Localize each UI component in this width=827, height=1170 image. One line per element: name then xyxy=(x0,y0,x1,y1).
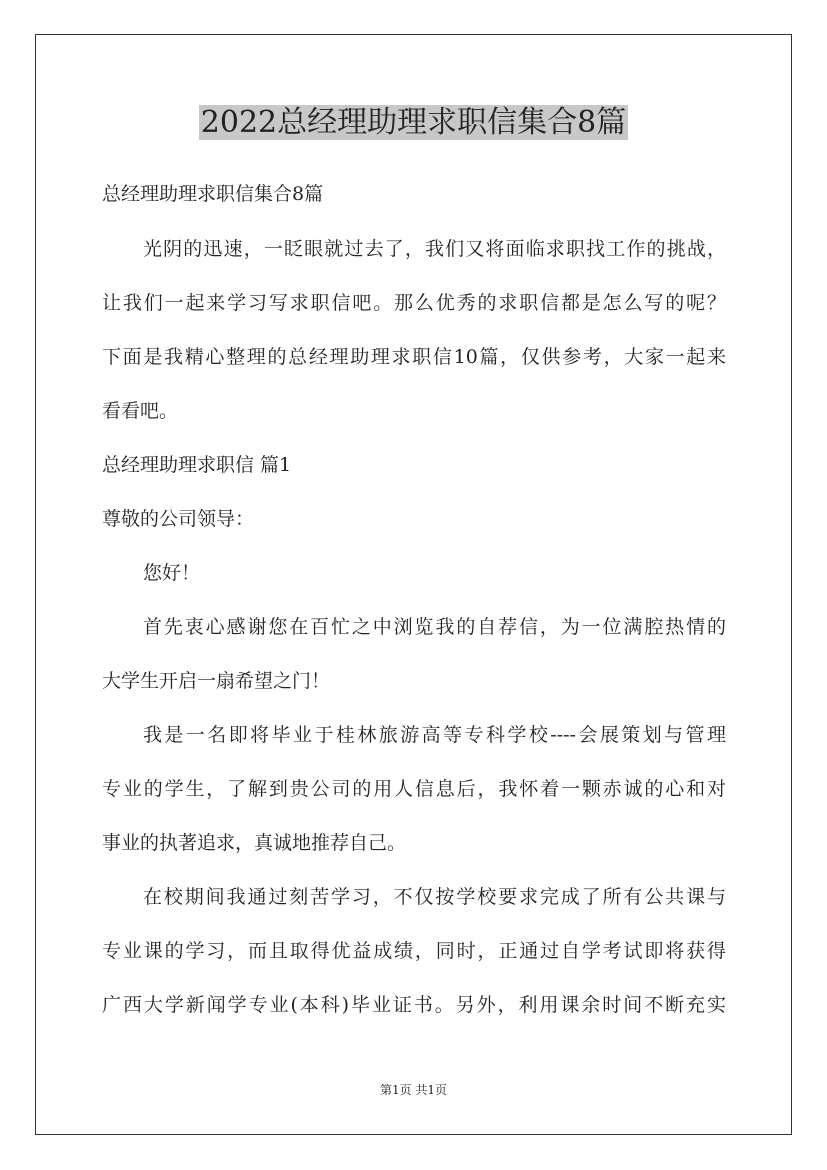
paragraph-line: 看看吧。 xyxy=(102,400,179,422)
salutation: 尊敬的公司领导： xyxy=(102,508,255,530)
subtitle-line: 总经理助理求职信集合8篇 xyxy=(102,183,324,205)
paragraph-line: 大学生开启一扇希望之门！ xyxy=(102,670,331,692)
paragraph-line: 我是一名即将毕业于桂林旅游高等专科学校----会展策划与管理 xyxy=(143,724,726,746)
paragraph-line: 首先衷心感谢您在百忙之中浏览我的自荐信，为一位满腔热情的 xyxy=(143,616,726,638)
paragraph-line: 事业的执著追求，真诚地推荐自己。 xyxy=(102,832,407,854)
paragraph-line: 下面是我精心整理的总经理助理求职信10篇，仅供参考，大家一起来 xyxy=(102,346,726,368)
paragraph-line: 专业课的学习，而且取得优益成绩，同时，正通过自学考试即将获得 xyxy=(102,940,726,962)
paragraph-line: 专业的学生，了解到贵公司的用人信息后，我怀着一颗赤诚的心和对 xyxy=(102,778,726,800)
paragraph-line: 光阴的迅速，一眨眼就过去了，我们又将面临求职找工作的挑战， xyxy=(143,238,726,260)
page-footer: 第1页 共1页 xyxy=(379,1083,448,1097)
paragraph-line: 在校期间我通过刻苦学习，不仅按学校要求完成了所有公共课与 xyxy=(143,886,726,908)
paragraph-line: 让我们一起来学习写求职信吧。那么优秀的求职信都是怎么写的呢？ xyxy=(102,292,726,314)
document-title: 2022总经理助理求职信集合8篇 xyxy=(200,105,627,140)
paragraph-line: 广西大学新闻学专业(本科)毕业证书。另外，利用课余时间不断充实 xyxy=(102,994,726,1016)
greeting: 您好！ xyxy=(143,562,201,584)
section-heading: 总经理助理求职信 篇1 xyxy=(102,454,292,476)
